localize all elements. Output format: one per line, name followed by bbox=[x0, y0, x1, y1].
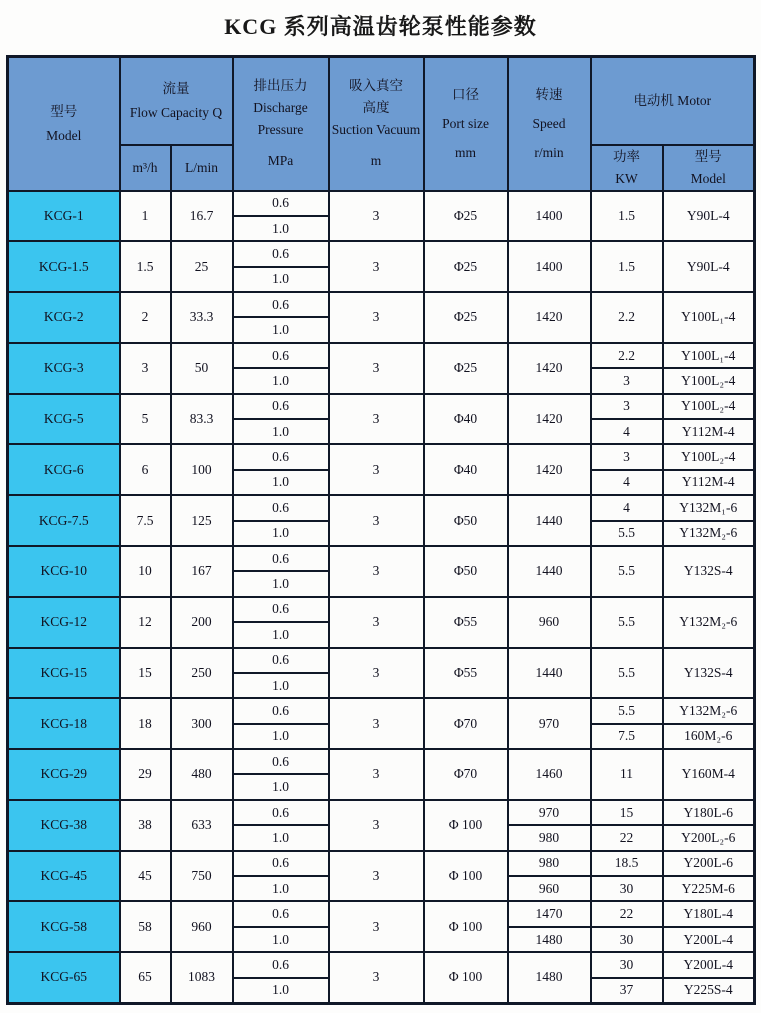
speed-cell: 1440 bbox=[508, 648, 591, 699]
header-motor-model bbox=[663, 145, 755, 191]
motor-model-cell: Y100L₂-4 bbox=[663, 394, 755, 419]
header-speed-en: Speed bbox=[532, 116, 566, 132]
pressure-cell: 1.0 bbox=[233, 571, 329, 596]
pressure-cell: 0.6 bbox=[233, 800, 329, 825]
flow-m3h-cell: 1.5 bbox=[120, 241, 171, 292]
motor-power-cell: 15 bbox=[591, 800, 663, 825]
pump-model-cell: KCG-38 bbox=[8, 800, 120, 851]
flow-lmin-cell: 960 bbox=[171, 901, 233, 952]
table-row bbox=[8, 648, 755, 673]
motor-model-cell: Y180L-6 bbox=[663, 800, 755, 825]
motor-power-cell: 3 bbox=[591, 444, 663, 469]
motor-power-cell: 5.5 bbox=[591, 546, 663, 597]
flow-m3h-cell: 45 bbox=[120, 851, 171, 902]
motor-power-cell: 5.5 bbox=[591, 648, 663, 699]
table-row bbox=[8, 952, 755, 977]
pressure-cell: 1.0 bbox=[233, 876, 329, 901]
pressure-cell: 1.0 bbox=[233, 317, 329, 342]
motor-power-cell: 37 bbox=[591, 978, 663, 1003]
header-model-zh: 型号 bbox=[50, 103, 78, 119]
motor-power-cell: 3 bbox=[591, 368, 663, 393]
port-cell: Φ50 bbox=[424, 495, 508, 546]
vacuum-cell: 3 bbox=[329, 191, 424, 242]
motor-power-cell: 7.5 bbox=[591, 724, 663, 749]
motor-power-cell: 22 bbox=[591, 825, 663, 850]
speed-cell: 1440 bbox=[508, 495, 591, 546]
motor-model-cell: Y132M₂-6 bbox=[663, 597, 755, 648]
header-motor-model-zh: 型号 bbox=[694, 148, 722, 164]
motor-model-cell: Y225S-4 bbox=[663, 978, 755, 1003]
flow-m3h-cell: 3 bbox=[120, 343, 171, 394]
flow-m3h-cell: 58 bbox=[120, 901, 171, 952]
header-pressure-zh: 排出压力 bbox=[253, 78, 308, 94]
table-row bbox=[8, 191, 755, 216]
flow-m3h-cell: 5 bbox=[120, 394, 171, 445]
port-cell: Φ70 bbox=[424, 698, 508, 749]
speed-cell: 960 bbox=[508, 876, 591, 901]
pressure-cell: 0.6 bbox=[233, 597, 329, 622]
port-cell: Φ25 bbox=[424, 343, 508, 394]
pressure-cell: 0.6 bbox=[233, 698, 329, 723]
vacuum-cell: 3 bbox=[329, 292, 424, 343]
header-model-en: Model bbox=[46, 127, 82, 143]
vacuum-cell: 3 bbox=[329, 546, 424, 597]
motor-power-cell: 2.2 bbox=[591, 292, 663, 343]
motor-model-cell: Y200L-4 bbox=[663, 952, 755, 977]
pump-model-cell: KCG-3 bbox=[8, 343, 120, 394]
pressure-cell: 1.0 bbox=[233, 927, 329, 952]
pump-model-cell: KCG-10 bbox=[8, 546, 120, 597]
pressure-cell: 0.6 bbox=[233, 749, 329, 774]
vacuum-cell: 3 bbox=[329, 241, 424, 292]
motor-power-cell: 30 bbox=[591, 927, 663, 952]
flow-lmin-cell: 83.3 bbox=[171, 394, 233, 445]
pressure-cell: 0.6 bbox=[233, 546, 329, 571]
header-pressure-en1: Discharge bbox=[253, 100, 308, 116]
pressure-cell: 1.0 bbox=[233, 216, 329, 241]
pressure-cell: 1.0 bbox=[233, 267, 329, 292]
header-vacuum-en: Suction Vacuum bbox=[331, 122, 421, 138]
header-motor-power-zh: 功率 bbox=[613, 148, 640, 164]
motor-model-cell: Y225M-6 bbox=[663, 876, 755, 901]
pump-model-cell: KCG-12 bbox=[8, 597, 120, 648]
motor-model-cell: Y132M₂-6 bbox=[663, 521, 755, 546]
vacuum-cell: 3 bbox=[329, 851, 424, 902]
header-vacuum-unit: m bbox=[370, 153, 382, 169]
speed-cell: 1420 bbox=[508, 394, 591, 445]
pressure-cell: 0.6 bbox=[233, 191, 329, 216]
flow-m3h-cell: 2 bbox=[120, 292, 171, 343]
motor-power-cell: 1.5 bbox=[591, 241, 663, 292]
motor-model-cell: Y90L-4 bbox=[663, 241, 755, 292]
flow-m3h-cell: 29 bbox=[120, 749, 171, 800]
table-row bbox=[8, 851, 755, 876]
pump-model-cell: KCG-15 bbox=[8, 648, 120, 699]
motor-model-cell: 160M₂-6 bbox=[663, 724, 755, 749]
motor-power-cell: 4 bbox=[591, 470, 663, 495]
motor-model-cell: Y132M₂-6 bbox=[663, 698, 755, 723]
speed-cell: 1420 bbox=[508, 343, 591, 394]
flow-lmin-cell: 167 bbox=[171, 546, 233, 597]
motor-power-cell: 30 bbox=[591, 876, 663, 901]
speed-cell: 970 bbox=[508, 698, 591, 749]
vacuum-cell: 3 bbox=[329, 648, 424, 699]
vacuum-cell: 3 bbox=[329, 444, 424, 495]
pressure-cell: 0.6 bbox=[233, 241, 329, 266]
motor-power-cell: 11 bbox=[591, 749, 663, 800]
vacuum-cell: 3 bbox=[329, 800, 424, 851]
pressure-cell: 0.6 bbox=[233, 952, 329, 977]
pump-model-cell: KCG-18 bbox=[8, 698, 120, 749]
motor-model-cell: Y100L₂-4 bbox=[663, 368, 755, 393]
vacuum-cell: 3 bbox=[329, 901, 424, 952]
header-flow-en: Flow Capacity Q bbox=[129, 104, 223, 120]
header-speed-zh: 转速 bbox=[535, 87, 563, 103]
vacuum-cell: 3 bbox=[329, 749, 424, 800]
flow-lmin-cell: 50 bbox=[171, 343, 233, 394]
pump-model-cell: KCG-45 bbox=[8, 851, 120, 902]
header-model bbox=[8, 57, 120, 191]
header-motor-power-unit: KW bbox=[615, 170, 638, 186]
speed-cell: 1440 bbox=[508, 546, 591, 597]
header-flow bbox=[120, 57, 233, 145]
pump-model-cell: KCG-5 bbox=[8, 394, 120, 445]
table-row bbox=[8, 394, 755, 419]
flow-lmin-cell: 25 bbox=[171, 241, 233, 292]
motor-power-cell: 18.5 bbox=[591, 851, 663, 876]
speed-cell: 1400 bbox=[508, 241, 591, 292]
pump-model-cell: KCG-6 bbox=[8, 444, 120, 495]
speed-cell: 1420 bbox=[508, 292, 591, 343]
flow-lmin-cell: 33.3 bbox=[171, 292, 233, 343]
motor-model-cell: Y100L₁-4 bbox=[663, 292, 755, 343]
table-row bbox=[8, 800, 755, 825]
table-row bbox=[8, 343, 755, 368]
pump-model-cell: KCG-1 bbox=[8, 191, 120, 242]
pressure-cell: 1.0 bbox=[233, 825, 329, 850]
pressure-cell: 0.6 bbox=[233, 444, 329, 469]
flow-m3h-cell: 7.5 bbox=[120, 495, 171, 546]
header-port-unit: mm bbox=[454, 145, 476, 161]
header-speed-unit: r/min bbox=[534, 145, 564, 161]
flow-lmin-cell: 1083 bbox=[171, 952, 233, 1003]
table-row bbox=[8, 495, 755, 520]
pump-model-cell: KCG-7.5 bbox=[8, 495, 120, 546]
motor-model-cell: Y100L₁-4 bbox=[663, 343, 755, 368]
port-cell: Φ 100 bbox=[424, 952, 508, 1003]
motor-power-cell: 3 bbox=[591, 394, 663, 419]
table-row bbox=[8, 241, 755, 266]
motor-power-cell: 2.2 bbox=[591, 343, 663, 368]
vacuum-cell: 3 bbox=[329, 343, 424, 394]
speed-cell: 1460 bbox=[508, 749, 591, 800]
header-motor-model-en: Model bbox=[690, 170, 726, 186]
header-row-1 bbox=[8, 57, 755, 145]
flow-m3h-cell: 38 bbox=[120, 800, 171, 851]
vacuum-cell: 3 bbox=[329, 394, 424, 445]
port-cell: Φ25 bbox=[424, 292, 508, 343]
motor-model-cell: Y200L₂-6 bbox=[663, 825, 755, 850]
pressure-cell: 1.0 bbox=[233, 673, 329, 698]
header-vacuum-zh2: 高度 bbox=[362, 100, 390, 116]
motor-model-cell: Y90L-4 bbox=[663, 191, 755, 242]
table-header bbox=[8, 57, 755, 191]
header-motor-power bbox=[591, 145, 663, 191]
flow-lmin-cell: 480 bbox=[171, 749, 233, 800]
port-cell: Φ25 bbox=[424, 241, 508, 292]
pump-model-cell: KCG-58 bbox=[8, 901, 120, 952]
vacuum-cell: 3 bbox=[329, 698, 424, 749]
motor-model-cell: Y100L₂-4 bbox=[663, 444, 755, 469]
pressure-cell: 0.6 bbox=[233, 343, 329, 368]
vacuum-cell: 3 bbox=[329, 495, 424, 546]
header-port bbox=[424, 57, 508, 191]
header-motor-label: 电动机 Motor bbox=[633, 92, 712, 108]
speed-cell: 1420 bbox=[508, 444, 591, 495]
motor-model-cell: Y200L-6 bbox=[663, 851, 755, 876]
flow-m3h-cell: 10 bbox=[120, 546, 171, 597]
motor-power-cell: 22 bbox=[591, 901, 663, 926]
pressure-cell: 0.6 bbox=[233, 901, 329, 926]
pressure-cell: 1.0 bbox=[233, 521, 329, 546]
vacuum-cell: 3 bbox=[329, 952, 424, 1003]
port-cell: Φ40 bbox=[424, 444, 508, 495]
port-cell: Φ 100 bbox=[424, 901, 508, 952]
page-title: KCG 系列高温齿轮泵性能参数 bbox=[224, 14, 537, 39]
header-flow-zh: 流量 bbox=[162, 80, 190, 96]
header-pressure bbox=[233, 57, 329, 191]
speed-cell: 1480 bbox=[508, 927, 591, 952]
header-port-en: Port size bbox=[442, 116, 489, 132]
port-cell: Φ 100 bbox=[424, 851, 508, 902]
speed-cell: 980 bbox=[508, 851, 591, 876]
motor-model-cell: Y160M-4 bbox=[663, 749, 755, 800]
motor-power-cell: 1.5 bbox=[591, 191, 663, 242]
pressure-cell: 1.0 bbox=[233, 368, 329, 393]
pressure-cell: 1.0 bbox=[233, 774, 329, 799]
table-row bbox=[8, 749, 755, 774]
flow-lmin-cell: 300 bbox=[171, 698, 233, 749]
flow-m3h-cell: 6 bbox=[120, 444, 171, 495]
flow-m3h-cell: 12 bbox=[120, 597, 171, 648]
flow-lmin-cell: 100 bbox=[171, 444, 233, 495]
port-cell: Φ 100 bbox=[424, 800, 508, 851]
motor-model-cell: Y132S-4 bbox=[663, 648, 755, 699]
port-cell: Φ25 bbox=[424, 191, 508, 242]
flow-lmin-cell: 125 bbox=[171, 495, 233, 546]
table-row bbox=[8, 546, 755, 571]
header-speed bbox=[508, 57, 591, 191]
motor-power-cell: 5.5 bbox=[591, 521, 663, 546]
port-cell: Φ50 bbox=[424, 546, 508, 597]
pressure-cell: 0.6 bbox=[233, 292, 329, 317]
header-flow-m3h: m³/h bbox=[120, 145, 171, 191]
port-cell: Φ55 bbox=[424, 597, 508, 648]
motor-model-cell: Y200L-4 bbox=[663, 927, 755, 952]
pump-spec-table bbox=[6, 55, 756, 1005]
motor-power-cell: 5.5 bbox=[591, 698, 663, 723]
table-row bbox=[8, 901, 755, 926]
motor-model-cell: Y180L-4 bbox=[663, 901, 755, 926]
motor-power-cell: 4 bbox=[591, 419, 663, 444]
table-row bbox=[8, 597, 755, 622]
pressure-cell: 0.6 bbox=[233, 648, 329, 673]
table-row bbox=[8, 292, 755, 317]
speed-cell: 970 bbox=[508, 800, 591, 825]
header-port-zh: 口径 bbox=[452, 87, 479, 103]
speed-cell: 980 bbox=[508, 825, 591, 850]
header-pressure-unit: MPa bbox=[267, 153, 294, 169]
pump-model-cell: KCG-1.5 bbox=[8, 241, 120, 292]
port-cell: Φ70 bbox=[424, 749, 508, 800]
header-pressure-en2: Pressure bbox=[257, 122, 304, 138]
pressure-cell: 1.0 bbox=[233, 978, 329, 1003]
motor-model-cell: Y112M-4 bbox=[663, 419, 755, 444]
pressure-cell: 1.0 bbox=[233, 470, 329, 495]
pump-model-cell: KCG-2 bbox=[8, 292, 120, 343]
motor-power-cell: 4 bbox=[591, 495, 663, 520]
port-cell: Φ40 bbox=[424, 394, 508, 445]
pressure-cell: 0.6 bbox=[233, 394, 329, 419]
speed-cell: 1480 bbox=[508, 952, 591, 1003]
flow-m3h-cell: 1 bbox=[120, 191, 171, 242]
flow-m3h-cell: 15 bbox=[120, 648, 171, 699]
header-flow-lmin: L/min bbox=[171, 145, 233, 191]
vacuum-cell: 3 bbox=[329, 597, 424, 648]
speed-cell: 1400 bbox=[508, 191, 591, 242]
flow-m3h-cell: 18 bbox=[120, 698, 171, 749]
flow-lmin-cell: 250 bbox=[171, 648, 233, 699]
table-row bbox=[8, 698, 755, 723]
speed-cell: 960 bbox=[508, 597, 591, 648]
motor-model-cell: Y132S-4 bbox=[663, 546, 755, 597]
flow-lmin-cell: 633 bbox=[171, 800, 233, 851]
header-vacuum bbox=[329, 57, 424, 191]
pressure-cell: 1.0 bbox=[233, 724, 329, 749]
motor-power-cell: 5.5 bbox=[591, 597, 663, 648]
table-row bbox=[8, 444, 755, 469]
header-motor bbox=[591, 57, 755, 145]
pressure-cell: 0.6 bbox=[233, 495, 329, 520]
motor-model-cell: Y132M₁-6 bbox=[663, 495, 755, 520]
flow-lmin-cell: 16.7 bbox=[171, 191, 233, 242]
pressure-cell: 1.0 bbox=[233, 419, 329, 444]
port-cell: Φ55 bbox=[424, 648, 508, 699]
pump-model-cell: KCG-65 bbox=[8, 952, 120, 1003]
motor-power-cell: 30 bbox=[591, 952, 663, 977]
pump-model-cell: KCG-29 bbox=[8, 749, 120, 800]
pressure-cell: 0.6 bbox=[233, 851, 329, 876]
table-body bbox=[8, 191, 755, 1004]
motor-model-cell: Y112M-4 bbox=[663, 470, 755, 495]
header-vacuum-zh1: 吸入真空 bbox=[349, 78, 403, 94]
speed-cell: 1470 bbox=[508, 901, 591, 926]
flow-m3h-cell: 65 bbox=[120, 952, 171, 1003]
pressure-cell: 1.0 bbox=[233, 622, 329, 647]
flow-lmin-cell: 200 bbox=[171, 597, 233, 648]
flow-lmin-cell: 750 bbox=[171, 851, 233, 902]
